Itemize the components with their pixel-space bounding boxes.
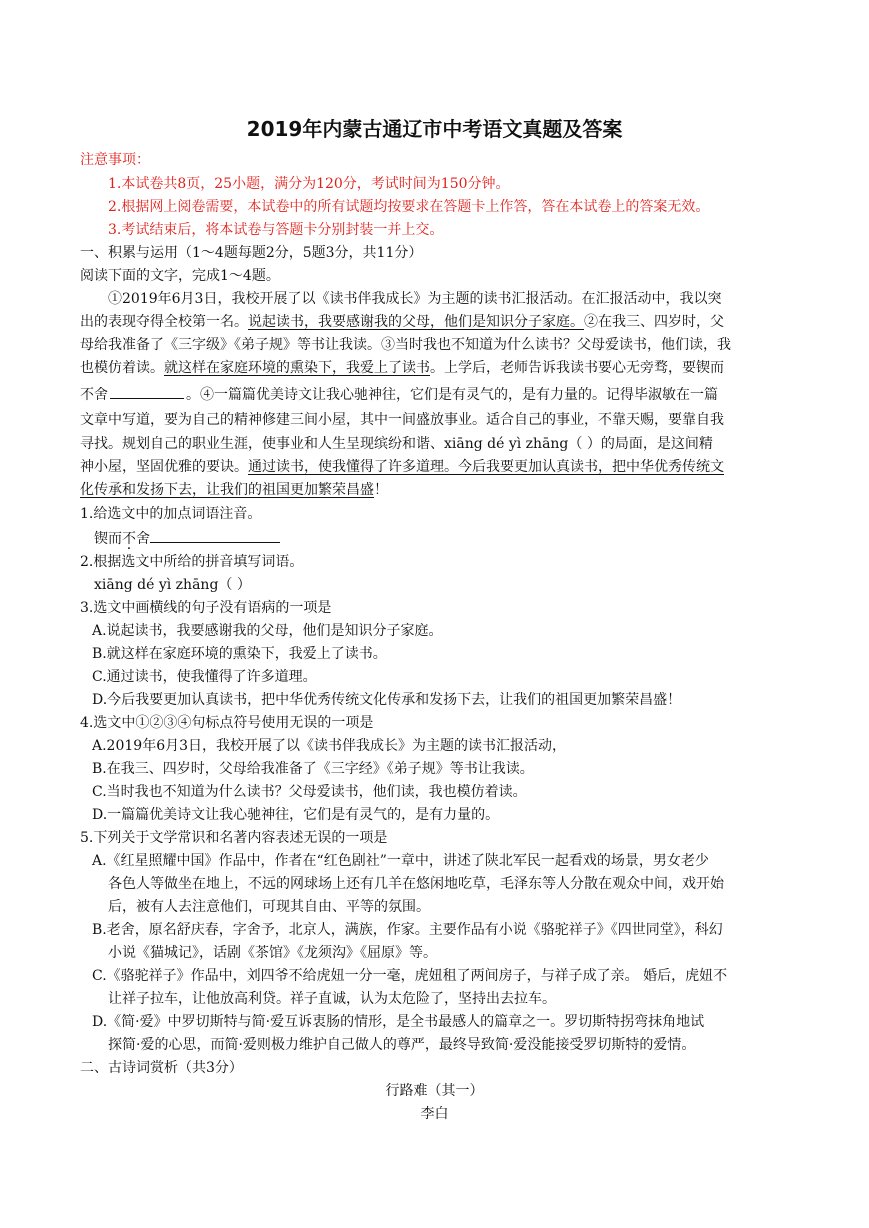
option-continuation: 后，被有人去注意他们，可现其自由、平等的氛围。	[108, 899, 430, 915]
option: A.说起读书，我要感谢我的父母，他们是知识分子家庭。	[92, 623, 443, 639]
question-stem: 5.下列关于文学常识和名著内容表述无误的一项是	[80, 830, 388, 846]
passage-line: ①2019年6月3日，我校开展了以《读书伴我成长》为主题的读书汇报活动。在汇报活动中，我以突	[108, 291, 722, 307]
passage-text: 出的表现夺得全校第一名。	[80, 314, 248, 330]
passage-text: ②在我三、四岁时，父	[584, 314, 724, 330]
fill-blank[interactable]	[110, 383, 184, 399]
passage-line	[80, 479, 388, 501]
passage-text: 。上学后，老师告诉我读书要心无旁骛，要锲而	[430, 360, 724, 376]
underlined-sentence: 化传承和发扬下去，让我们的祖国更加繁荣昌盛	[80, 482, 374, 498]
underlined-sentence: 就这样在家庭环境的熏染下，我爱上了读书	[164, 360, 430, 376]
passage-text: ！	[374, 482, 388, 498]
page-title: 2019年内蒙古通辽市中考语文真题及答案	[246, 117, 623, 141]
option: D.今后我要更加认真读书，把中华优秀传统文化传承和发扬下去，让我们的祖国更加繁荣昌盛！	[92, 692, 682, 708]
option: D.一篇篇优美诗文让我心驰神往，它们是有灵气的，是有力量的。	[92, 807, 500, 823]
notice-item: 2.根据网上阅卷需要，本试卷中的所有试题均按要求在答题卡上作答，答在本试卷上的答案无效。	[108, 199, 710, 215]
section-intro: 阅读下面的文字，完成1～4题。	[80, 268, 280, 284]
option-continuation: 探简·爱的心思，而简·爱则极力维护自己做人的尊严，最终导致简·爱没能接受罗切斯特的爱情。	[108, 1037, 696, 1053]
option: A.2019年6月3日，我校开展了以《读书伴我成长》为主题的读书汇报活动，	[92, 738, 567, 754]
underlined-sentence: 说起读书，我要感谢我的父母，他们是知识分子家庭。	[248, 314, 584, 330]
passage-line	[80, 383, 718, 406]
q1-word: 锲而	[94, 531, 122, 547]
option: B.就这样在家庭环境的熏染下，我爱上了读书。	[92, 646, 387, 662]
option: C.通过读书，使我懂得了许多道理。	[92, 669, 317, 685]
q1-word: 舍	[136, 531, 150, 547]
option-continuation: 让祥子拉车，让他放高利贷。祥子直诚，认为太危险了，坚持出去拉车。	[108, 991, 556, 1007]
poem-title: 行路难（其一）	[385, 1083, 484, 1099]
section-heading: 一、积累与运用（1～4题每题2分，5题3分，共11分）	[80, 245, 423, 261]
passage-text: 也模仿着读。	[80, 360, 164, 376]
passage-line: 文章中写道，要为自己的精神修建三间小屋，其中一间盛放事业。适合自己的事业，不靠天赐，要靠自我	[80, 412, 724, 428]
option: D.《简·爱》中罗切斯特与简·爱互诉衷肠的情形，是全书最感人的篇章之一。罗切斯特拐弯抹角地试	[92, 1014, 705, 1030]
question-stem: 3.选文中画横线的句子没有语病的一项是	[80, 600, 332, 616]
q1-answer-blank[interactable]	[150, 527, 280, 543]
passage-text: 不舍	[80, 387, 108, 403]
passage-line	[80, 311, 724, 333]
option-continuation: 各色人等做坐在地上，不远的网球场上还有几羊在悠闲地吃草，毛泽东等人分散在观众中间，戏开始	[108, 876, 724, 892]
passage-text: 神小屋，坚固优雅的要诀。	[80, 459, 248, 475]
option: B.老舍，原名舒庆春，字舍予，北京人，满族，作家。主要作品有小说《骆驼祥子》《四世同堂》，科幻	[92, 922, 723, 938]
notice-heading: 注意事项：	[80, 152, 150, 168]
q1-dotted-char: 不	[122, 531, 136, 547]
notice-item: 3.考试结束后，将本试卷与答题卡分别封装一并上交。	[108, 222, 444, 238]
option: A.《红星照耀中国》作品中，作者在“红色剧社”一章中，讲述了陕北军民一起看戏的场景，男女老少	[92, 853, 709, 869]
question-stem: 4.选文中①②③④句标点符号使用无误的一项是	[80, 715, 374, 731]
question-stem: 1.给选文中的加点词语注音。	[80, 506, 262, 522]
option: B.在我三、四岁时，父母给我准备了《三字经》《弟子规》等书让我读。	[92, 761, 534, 777]
passage-line	[80, 357, 724, 379]
q2-pinyin: xiāng dé yì zhāng（ ）	[94, 577, 251, 593]
passage-text: 。④一篇篇优美诗文让我心驰神往，它们是有灵气的，是有力量的。记得毕淑敏在一篇	[186, 387, 718, 403]
option: C.《骆驼祥子》作品中，刘四爷不给虎妞一分一毫，虎妞租了两间房子，与祥子成了亲。 婚后，虎妞不	[92, 968, 728, 984]
passage-line: 寻找。规划自己的职业生涯，使事业和人生呈现缤纷和谐、xiāng dé yì zhāng（ ）的局面，是这间精	[80, 436, 713, 452]
q1-answer-line	[94, 527, 280, 550]
option: C.当时我也不知道为什么读书？父母爱读书，他们读，我也模仿着读。	[92, 784, 527, 800]
section-heading: 二、古诗词赏析（共3分）	[80, 1060, 243, 1076]
underlined-sentence: 通过读书，使我懂得了许多道理。今后我要更加认真读书，把中华优秀传统文	[248, 459, 724, 475]
poem-author: 李白	[420, 1106, 449, 1122]
passage-line	[80, 456, 724, 478]
passage-line: 母给我准备了《三字级》《弟子规》等书让我读。③当时我也不知道为什么读书？父母爱读书，他们读，我	[80, 337, 731, 353]
notice-item: 1.本试卷共8页，25小题，满分为120分，考试时间为150分钟。	[108, 176, 510, 192]
question-stem: 2.根据选文中所给的拼音填写词语。	[80, 554, 304, 570]
option-continuation: 小说《猫城记》，话剧《茶馆》《龙须沟》《屈原》等。	[108, 945, 437, 961]
